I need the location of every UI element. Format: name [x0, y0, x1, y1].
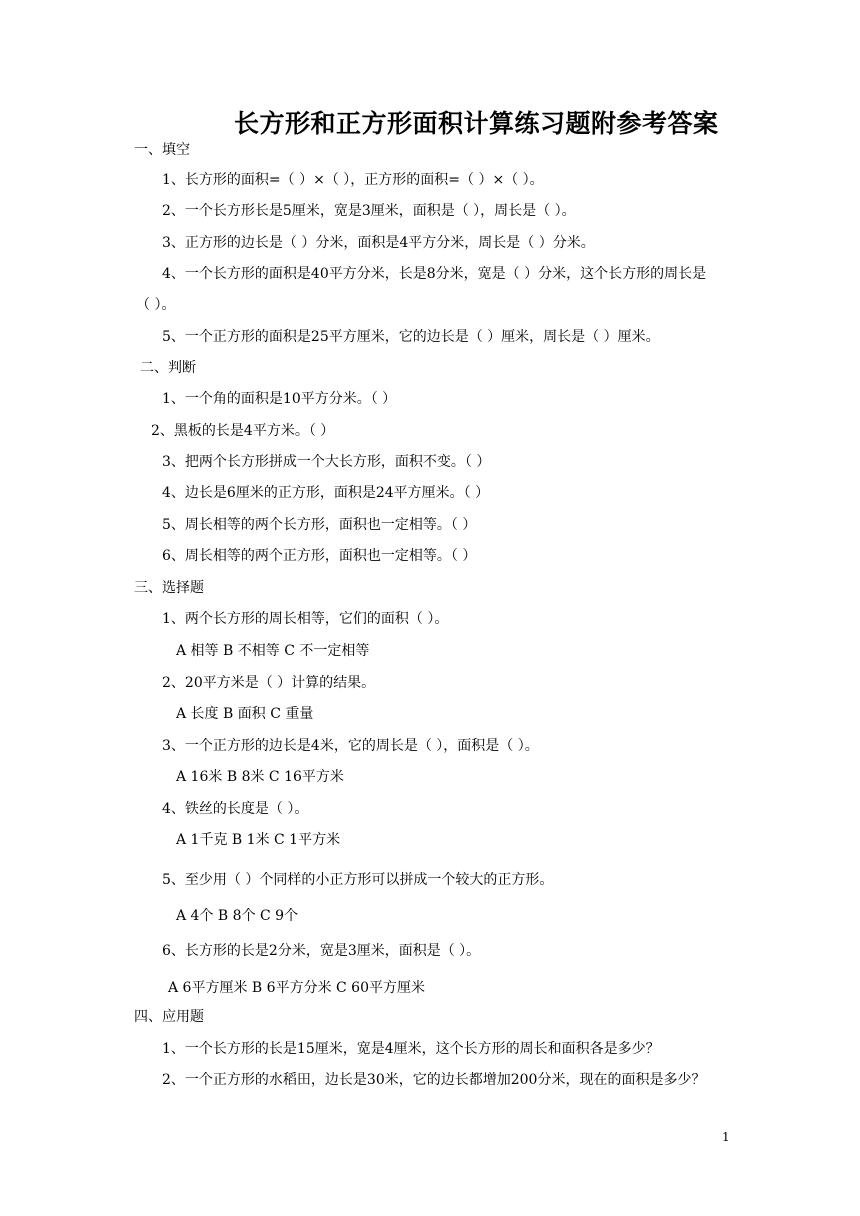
- page-number: 1: [722, 1130, 730, 1144]
- apply-item-1: 1、一个长方形的长是15厘米，宽是4厘米，这个长方形的周长和面积各是多少？: [162, 1041, 660, 1057]
- section-heading-choice: 三、选择题: [134, 580, 204, 596]
- choice-question-4: 4、铁丝的长度是（ ）。: [162, 801, 309, 817]
- choice-question-1: 1、两个长方形的周长相等，它们的面积（ ）。: [162, 611, 449, 627]
- fill-item-5: 5、一个正方形的面积是25平方厘米，它的边长是（ ）厘米，周长是（ ）厘米。: [162, 329, 660, 345]
- choice-question-5: 5、至少用（ ）个同样的小正方形可以拼成一个较大的正方形。: [162, 872, 554, 888]
- fill-item-1: 1、长方形的面积=（ ）×（ ），正方形的面积=（ ）×（ ）。: [162, 172, 544, 188]
- choice-options-4: A 1千克 B 1米 C 1平方米: [176, 832, 341, 848]
- section-heading-fill: 一、填空: [134, 142, 190, 158]
- judge-item-1: 1、一个角的面积是10平方分米。（ ）: [162, 391, 397, 407]
- judge-item-4: 4、边长是6厘米的正方形，面积是24平方厘米。（ ）: [162, 485, 490, 501]
- choice-options-5: A 4个 B 8个 C 9个: [176, 908, 299, 924]
- fill-item-2: 2、一个长方形长是5厘米，宽是3厘米，面积是（ ），周长是（ ）。: [162, 203, 576, 219]
- choice-options-1: A 相等 B 不相等 C 不一定相等: [176, 643, 370, 659]
- fill-item-3: 3、正方形的边长是（ ）分米，面积是4平方分米，周长是（ ）分米。: [162, 235, 595, 251]
- section-heading-apply: 四、应用题: [134, 1009, 204, 1025]
- choice-question-2: 2、20平方米是（ ）计算的结果。: [162, 675, 376, 691]
- choice-question-6: 6、长方形的长是2分米，宽是3厘米，面积是（ ）。: [162, 943, 481, 959]
- judge-item-5: 5、周长相等的两个长方形，面积也一定相等。（ ）: [162, 517, 477, 533]
- judge-item-2: 2、黑板的长是4平方米。（ ）: [151, 423, 335, 439]
- choice-options-3: A 16米 B 8米 C 16平方米: [176, 769, 344, 785]
- apply-item-2: 2、一个正方形的水稻田，边长是30米，它的边长都增加200分米，现在的面积是多少？: [162, 1072, 706, 1088]
- judge-item-6: 6、周长相等的两个正方形，面积也一定相等。（ ）: [162, 548, 477, 564]
- judge-item-3: 3、把两个长方形拼成一个大长方形，面积不变。（ ）: [162, 454, 491, 470]
- choice-options-6: A 6平方厘米 B 6平方分米 C 60平方厘米: [168, 980, 425, 996]
- section-heading-judge: 二、判断: [140, 360, 196, 376]
- fill-item-4-continued: （ ）。: [136, 297, 176, 313]
- choice-options-2: A 长度 B 面积 C 重量: [176, 706, 314, 722]
- document-title: 长方形和正方形面积计算练习题附参考答案: [234, 109, 719, 138]
- fill-item-4: 4、一个长方形的面积是40平方分米，长是8分米，宽是（ ）分米，这个长方形的周长是: [162, 266, 707, 282]
- choice-question-3: 3、一个正方形的边长是4米，它的周长是（ ），面积是（ ）。: [162, 738, 539, 754]
